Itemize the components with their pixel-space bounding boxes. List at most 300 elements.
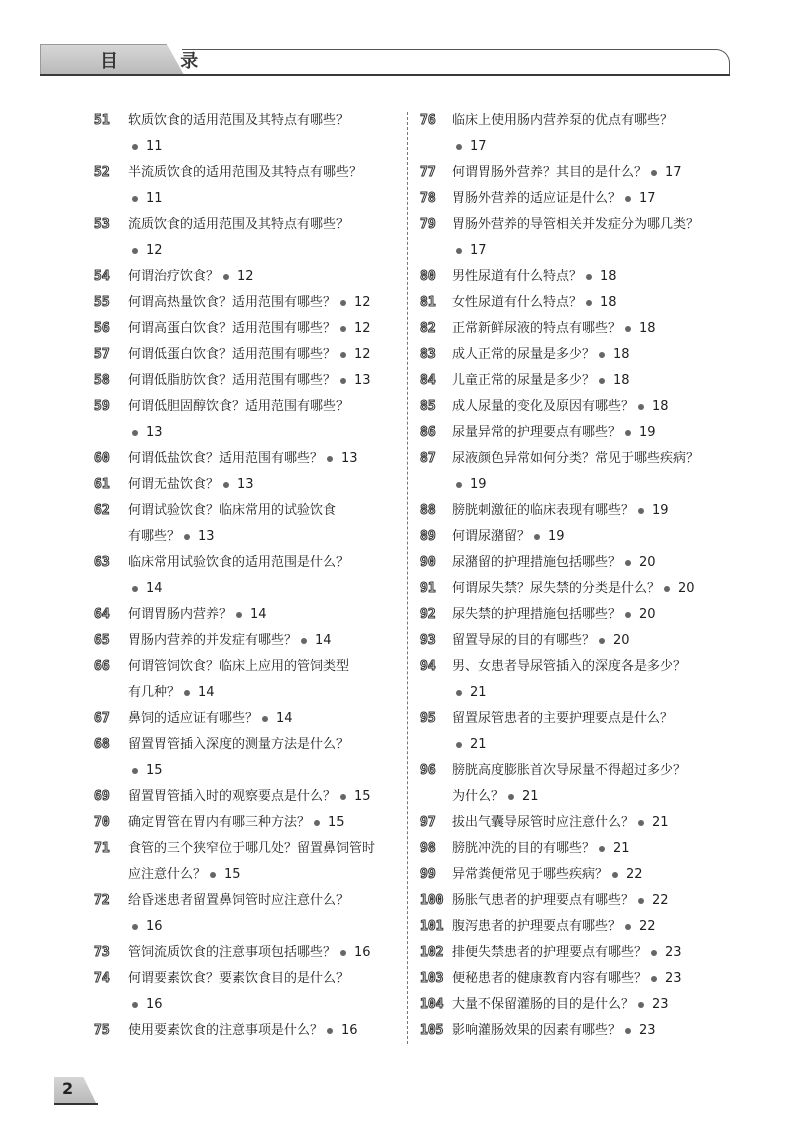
entry-page-number: 17: [665, 165, 682, 180]
entry-title-line: [452, 628, 730, 654]
entry-title-line: [452, 836, 730, 862]
toc-entry[interactable]: [94, 940, 394, 966]
entry-title-line: [128, 550, 394, 576]
entry-title-text: 女性尿道有什么特点？: [452, 295, 583, 310]
toc-entry[interactable]: [94, 784, 394, 810]
bullet-dot-icon: [314, 820, 320, 826]
entry-title-line: [452, 680, 730, 706]
bullet-dot-icon: [599, 378, 605, 384]
entry-title-text: 何谓低胆固醇饮食？适用范围有哪些？: [128, 399, 350, 414]
toc-entry[interactable]: [420, 628, 730, 654]
bullet-dot-icon: [184, 690, 190, 696]
toc-entry[interactable]: [420, 602, 730, 628]
entry-page-number: 14: [198, 685, 215, 700]
bullet-dot-icon: [534, 534, 540, 540]
bullet-dot-icon: [599, 638, 605, 644]
entry-title-text: 留置胃管插入时的观察要点是什么？: [128, 789, 337, 804]
entry-title-text: 留置导尿的目的有哪些？: [452, 633, 596, 648]
entry-number: 77: [420, 165, 436, 180]
toc-entry[interactable]: [94, 706, 394, 732]
entry-title-text: 确定胃管在胃内有哪三种方法？: [128, 815, 311, 830]
entry-title-line: [452, 888, 730, 914]
entry-title-line: [128, 186, 394, 212]
toc-entry[interactable]: [420, 862, 730, 888]
entry-title-text: 软质饮食的适用范围及其特点有哪些？: [128, 113, 350, 128]
toc-entry[interactable]: [420, 992, 730, 1018]
toc-entry[interactable]: [420, 524, 730, 550]
entry-number: 85: [420, 399, 436, 414]
toc-left-column: [94, 108, 394, 1044]
entry-title-line: [128, 576, 394, 602]
entry-title-text: 何谓胃肠内营养？: [128, 607, 233, 622]
toc-entry[interactable]: [94, 212, 394, 264]
toc-right-column: [420, 108, 730, 1044]
toc-entry[interactable]: [420, 550, 730, 576]
entry-number: 91: [420, 581, 436, 596]
entry-title-line: [128, 966, 394, 992]
entry-title-text: 留置尿管患者的主要护理要点是什么？: [452, 711, 674, 726]
toc-entry[interactable]: [94, 810, 394, 836]
bullet-dot-icon: [223, 482, 229, 488]
toc-entry[interactable]: [420, 108, 730, 160]
entry-title-line: [452, 420, 730, 446]
entry-page-number: 19: [652, 503, 669, 518]
toc-entry[interactable]: [420, 1018, 730, 1044]
bullet-dot-icon: [625, 612, 631, 618]
entry-title-text: 尿潴留的护理措施包括哪些？: [452, 555, 622, 570]
bullet-dot-icon: [638, 820, 644, 826]
entry-title-text: 拔出气囊导尿管时应注意什么？: [452, 815, 635, 830]
toc-entry[interactable]: [420, 836, 730, 862]
entry-title-line: [452, 446, 730, 472]
bullet-dot-icon: [638, 404, 644, 410]
entry-number: 70: [94, 815, 110, 830]
entry-title-line: [128, 784, 394, 810]
toc-entry[interactable]: [94, 394, 394, 446]
bullet-dot-icon: [638, 1002, 644, 1008]
entry-number: 90: [420, 555, 436, 570]
entry-number: 69: [94, 789, 110, 804]
entry-title-text: 何谓高蛋白饮食？适用范围有哪些？: [128, 321, 337, 336]
entry-title-text: 何谓低脂肪饮食？适用范围有哪些？: [128, 373, 337, 388]
toc-entry[interactable]: [94, 108, 394, 160]
bullet-dot-icon: [625, 924, 631, 930]
entry-title-line: [452, 784, 730, 810]
bullet-dot-icon: [132, 430, 138, 436]
entry-title-line: [128, 1018, 394, 1044]
entry-title-line: [128, 810, 394, 836]
entry-title-line: [128, 472, 394, 498]
toc-entry[interactable]: [94, 732, 394, 784]
bullet-dot-icon: [132, 1002, 138, 1008]
bullet-dot-icon: [132, 924, 138, 930]
entry-title-line: [128, 524, 394, 550]
entry-page-number: 12: [354, 295, 371, 310]
entry-title-text: 应注意什么？: [128, 867, 207, 882]
entry-number: 87: [420, 451, 436, 466]
entry-title-text: 胃肠外营养的导管相关并发症分为哪几类？: [452, 217, 700, 232]
entry-page-number: 21: [652, 815, 669, 830]
toc-entry[interactable]: [94, 654, 394, 706]
entry-page-number: 15: [224, 867, 241, 882]
entry-title-line: [452, 576, 730, 602]
entry-page-number: 23: [665, 945, 682, 960]
entry-number: 65: [94, 633, 110, 648]
bullet-dot-icon: [340, 378, 346, 384]
bullet-dot-icon: [599, 846, 605, 852]
toc-entry[interactable]: [420, 576, 730, 602]
entry-title-text: 男、女患者导尿管插入的深度各是多少？: [452, 659, 687, 674]
toc-entry[interactable]: [94, 472, 394, 498]
entry-title-line: [452, 914, 730, 940]
toc-entry[interactable]: [94, 888, 394, 940]
entry-page-number: 12: [146, 243, 163, 258]
entry-number: 55: [94, 295, 110, 310]
entry-title-text: 有哪些？: [128, 529, 181, 544]
bullet-dot-icon: [132, 196, 138, 202]
entry-title-line: [452, 134, 730, 160]
entry-title-text: 胃肠外营养的适应证是什么？: [452, 191, 622, 206]
entry-title-line: [452, 342, 730, 368]
toc-entry[interactable]: [94, 1018, 394, 1044]
entry-title-line: [128, 862, 394, 888]
entry-number: 76: [420, 113, 436, 128]
bullet-dot-icon: [236, 612, 242, 618]
bullet-dot-icon: [340, 326, 346, 332]
entry-title-line: [452, 654, 730, 680]
toc-entry[interactable]: [420, 186, 730, 212]
entry-title-text: 排便失禁患者的护理要点有哪些？: [452, 945, 648, 960]
entry-number: 104: [420, 997, 444, 1012]
entry-page-number: 13: [354, 373, 371, 388]
toc-entry[interactable]: [94, 342, 394, 368]
bullet-dot-icon: [625, 326, 631, 332]
toc-entry[interactable]: [420, 446, 730, 498]
bullet-dot-icon: [210, 872, 216, 878]
entry-title-text: 便秘患者的健康教育内容有哪些？: [452, 971, 648, 986]
bullet-dot-icon: [456, 144, 462, 150]
entry-title-line: [452, 1018, 730, 1044]
entry-number: 95: [420, 711, 436, 726]
entry-page-number: 17: [639, 191, 656, 206]
entry-page-number: 18: [652, 399, 669, 414]
bullet-dot-icon: [638, 898, 644, 904]
entry-number: 78: [420, 191, 436, 206]
toc-entry[interactable]: [94, 264, 394, 290]
toc-entry[interactable]: [420, 394, 730, 420]
entry-page-number: 11: [146, 139, 163, 154]
header-rule: [40, 74, 730, 76]
toc-entry[interactable]: [420, 498, 730, 524]
entry-title-text: 临床上使用肠内营养泵的优点有哪些？: [452, 113, 674, 128]
bullet-dot-icon: [638, 508, 644, 514]
entry-title-line: [452, 498, 730, 524]
entry-number: 52: [94, 165, 110, 180]
entry-number: 81: [420, 295, 436, 310]
bullet-dot-icon: [651, 950, 657, 956]
entry-title-line: [452, 472, 730, 498]
bullet-dot-icon: [599, 352, 605, 358]
toc-entry[interactable]: [94, 290, 394, 316]
toc-entry[interactable]: [94, 628, 394, 654]
entry-title-line: [452, 810, 730, 836]
entry-number: 84: [420, 373, 436, 388]
page-header: [0, 0, 800, 90]
bullet-dot-icon: [456, 690, 462, 696]
entry-title-line: [128, 446, 394, 472]
entry-number: 51: [94, 113, 110, 128]
toc-entry[interactable]: [420, 706, 730, 758]
entry-page-number: 21: [470, 685, 487, 700]
entry-number: 73: [94, 945, 110, 960]
entry-title-line: [452, 940, 730, 966]
bullet-dot-icon: [340, 950, 346, 956]
entry-title-line: [128, 212, 394, 238]
toc-entry[interactable]: [420, 342, 730, 368]
toc-entry[interactable]: [94, 550, 394, 602]
toc-entry[interactable]: [420, 264, 730, 290]
toc-entry[interactable]: [420, 160, 730, 186]
entry-page-number: 14: [146, 581, 163, 596]
entry-title-line: [452, 394, 730, 420]
entry-page-number: 19: [548, 529, 565, 544]
bullet-dot-icon: [456, 742, 462, 748]
entry-number: 74: [94, 971, 110, 986]
entry-title-line: [452, 316, 730, 342]
toc-entry[interactable]: [420, 966, 730, 992]
entry-title-line: [452, 732, 730, 758]
bullet-dot-icon: [132, 144, 138, 150]
entry-title-text: 肠胀气患者的护理要点有哪些？: [452, 893, 635, 908]
entry-number: 67: [94, 711, 110, 726]
entry-title-text: 成人尿量的变化及原因有哪些？: [452, 399, 635, 414]
entry-page-number: 18: [613, 373, 630, 388]
entry-page-number: 14: [315, 633, 332, 648]
entry-title-text: 给昏迷患者留置鼻饲管时应注意什么？: [128, 893, 350, 908]
toc-entry[interactable]: [420, 212, 730, 264]
entry-number: 62: [94, 503, 110, 518]
bullet-dot-icon: [651, 976, 657, 982]
entry-number: 97: [420, 815, 436, 830]
bullet-dot-icon: [327, 1028, 333, 1034]
entry-number: 102: [420, 945, 444, 960]
entry-page-number: 17: [470, 139, 487, 154]
entry-number: 99: [420, 867, 436, 882]
bullet-dot-icon: [625, 560, 631, 566]
entry-title-line: [452, 186, 730, 212]
toc-entry[interactable]: [420, 316, 730, 342]
entry-title-line: [128, 888, 394, 914]
entry-title-line: [128, 420, 394, 446]
entry-title-line: [128, 264, 394, 290]
entry-number: 56: [94, 321, 110, 336]
entry-title-text: 何谓高热量饮食？适用范围有哪些？: [128, 295, 337, 310]
entry-title-line: [128, 108, 394, 134]
entry-title-line: [452, 862, 730, 888]
entry-title-text: 胃肠内营养的并发症有哪些？: [128, 633, 298, 648]
toc-entry[interactable]: [420, 290, 730, 316]
entry-title-text: 流质饮食的适用范围及其特点有哪些？: [128, 217, 350, 232]
entry-number: 75: [94, 1023, 110, 1038]
bullet-dot-icon: [625, 196, 631, 202]
entry-page-number: 23: [665, 971, 682, 986]
entry-number: 92: [420, 607, 436, 622]
entry-page-number: 12: [237, 269, 254, 284]
entry-number: 103: [420, 971, 444, 986]
entry-title-text: 膀胱冲洗的目的有哪些？: [452, 841, 596, 856]
entry-page-number: 20: [639, 607, 656, 622]
entry-number: 93: [420, 633, 436, 648]
entry-title-line: [128, 498, 394, 524]
entry-title-line: [128, 914, 394, 940]
entry-title-line: [128, 940, 394, 966]
entry-page-number: 20: [639, 555, 656, 570]
entry-page-number: 13: [237, 477, 254, 492]
entry-title-text: 膀胱刺激征的临床表现有哪些？: [452, 503, 635, 518]
entry-page-number: 20: [613, 633, 630, 648]
entry-title-text: 何谓低盐饮食？适用范围有哪些？: [128, 451, 324, 466]
entry-page-number: 22: [652, 893, 669, 908]
bullet-dot-icon: [340, 300, 346, 306]
entry-title-line: [452, 290, 730, 316]
entry-title-line: [452, 264, 730, 290]
entry-title-line: [452, 212, 730, 238]
entry-title-line: [452, 108, 730, 134]
entry-title-line: [128, 628, 394, 654]
bullet-dot-icon: [625, 1028, 631, 1034]
bullet-dot-icon: [262, 716, 268, 722]
entry-title-line: [128, 706, 394, 732]
column-divider: [407, 112, 408, 1044]
entry-title-text: 半流质饮食的适用范围及其特点有哪些？: [128, 165, 363, 180]
bullet-dot-icon: [456, 248, 462, 254]
entry-page-number: 18: [600, 269, 617, 284]
toc-entry[interactable]: [94, 316, 394, 342]
bullet-dot-icon: [340, 794, 346, 800]
entry-title-text: 留置胃管插入深度的测量方法是什么？: [128, 737, 350, 752]
entry-title-line: [128, 654, 394, 680]
bullet-dot-icon: [132, 586, 138, 592]
entry-page-number: 23: [652, 997, 669, 1012]
entry-number: 86: [420, 425, 436, 440]
entry-number: 98: [420, 841, 436, 856]
bullet-dot-icon: [586, 274, 592, 280]
toc-entry[interactable]: [94, 602, 394, 628]
entry-page-number: 19: [470, 477, 487, 492]
entry-title-text: 何谓治疗饮食？: [128, 269, 220, 284]
entry-title-text: 为什么？: [452, 789, 505, 804]
entry-title-line: [128, 160, 394, 186]
entry-title-text: 何谓胃肠外营养？其目的是什么？: [452, 165, 648, 180]
toc-entry[interactable]: [420, 914, 730, 940]
entry-title-text: 食管的三个狭窄位于哪几处？留置鼻饲管时: [128, 841, 376, 856]
toc-entry[interactable]: [420, 420, 730, 446]
entry-page-number: 13: [146, 425, 163, 440]
entry-number: 66: [94, 659, 110, 674]
toc-entry[interactable]: [420, 654, 730, 706]
entry-title-line: [452, 524, 730, 550]
entry-page-number: 15: [354, 789, 371, 804]
entry-page-number: 21: [522, 789, 539, 804]
entry-page-number: 13: [198, 529, 215, 544]
bullet-dot-icon: [184, 534, 190, 540]
toc-entry[interactable]: [94, 160, 394, 212]
entry-page-number: 21: [470, 737, 487, 752]
entry-number: 57: [94, 347, 110, 362]
bullet-dot-icon: [327, 456, 333, 462]
toc-entry[interactable]: [94, 446, 394, 472]
entry-number: 59: [94, 399, 110, 414]
entry-page-number: 17: [470, 243, 487, 258]
toc-entry[interactable]: [94, 368, 394, 394]
entry-title-text: 儿童正常的尿量是多少？: [452, 373, 596, 388]
entry-page-number: 13: [341, 451, 358, 466]
entry-title-line: [128, 368, 394, 394]
entry-title-line: [128, 836, 394, 862]
toc-entry[interactable]: [94, 498, 394, 550]
entry-page-number: 16: [341, 1023, 358, 1038]
toc-entry[interactable]: [420, 368, 730, 394]
toc-entry[interactable]: [420, 758, 730, 810]
entry-title-text: 影响灌肠效果的因素有哪些？: [452, 1023, 622, 1038]
entry-title-line: [452, 966, 730, 992]
bullet-dot-icon: [223, 274, 229, 280]
entry-number: 96: [420, 763, 436, 778]
entry-title-line: [452, 602, 730, 628]
entry-number: 80: [420, 269, 436, 284]
entry-title-line: [128, 602, 394, 628]
entry-number: 105: [420, 1023, 444, 1038]
entry-page-number: 18: [600, 295, 617, 310]
entry-title-line: [128, 992, 394, 1018]
entry-page-number: 12: [354, 347, 371, 362]
bullet-dot-icon: [612, 872, 618, 878]
entry-title-line: [452, 992, 730, 1018]
entry-title-text: 何谓管饲饮食？临床上应用的管饲类型: [128, 659, 350, 674]
bullet-dot-icon: [651, 170, 657, 176]
entry-page-number: 19: [639, 425, 656, 440]
toc-entry[interactable]: [94, 966, 394, 1018]
toc-entry[interactable]: [420, 888, 730, 914]
entry-title-line: [452, 758, 730, 784]
entry-number: 53: [94, 217, 110, 232]
entry-page-number: 22: [626, 867, 643, 882]
entry-title-line: [128, 758, 394, 784]
toc-entry[interactable]: [420, 940, 730, 966]
entry-title-text: 成人正常的尿量是多少？: [452, 347, 596, 362]
footer-tab: [54, 1077, 96, 1103]
entry-number: 94: [420, 659, 436, 674]
entry-page-number: 16: [146, 919, 163, 934]
entry-title-text: 何谓尿潴留？: [452, 529, 531, 544]
entry-page-number: 16: [146, 997, 163, 1012]
entry-page-number: 18: [639, 321, 656, 336]
entry-title-line: [128, 134, 394, 160]
bullet-dot-icon: [301, 638, 307, 644]
toc-entry[interactable]: [94, 836, 394, 888]
toc-entry[interactable]: [420, 810, 730, 836]
entry-page-number: 14: [250, 607, 267, 622]
bullet-dot-icon: [132, 768, 138, 774]
entry-title-text: 有几种？: [128, 685, 181, 700]
entry-number: 63: [94, 555, 110, 570]
entry-number: 83: [420, 347, 436, 362]
entry-page-number: 15: [328, 815, 345, 830]
entry-page-number: 22: [639, 919, 656, 934]
entry-title-line: [128, 316, 394, 342]
entry-title-line: [128, 732, 394, 758]
entry-title-text: 尿失禁的护理措施包括哪些？: [452, 607, 622, 622]
